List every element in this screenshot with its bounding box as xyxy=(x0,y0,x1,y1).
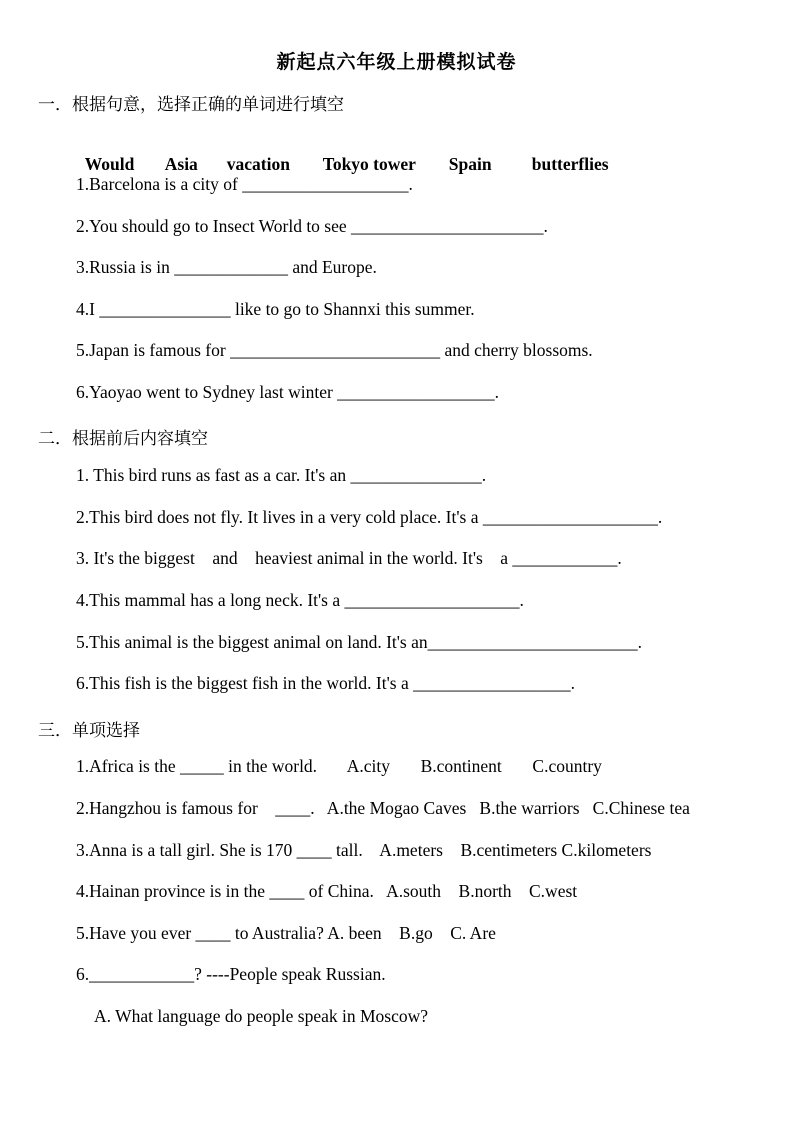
section-heading-2: 二．根据前后内容填空 xyxy=(38,429,208,449)
question-3-3: 3.Anna is a tall girl. She is 170 ____ tall. A.meters B.centimeters C.kilometers xyxy=(76,840,652,860)
question-2-5: 5.This animal is the biggest animal on land. It's an________________________. xyxy=(76,632,643,652)
question-1-3: 3.Russia is in _____________ and Europe. xyxy=(76,257,377,277)
word-bank-item: vacation xyxy=(226,154,290,174)
word-bank xyxy=(76,133,609,175)
question-3-6: 6.____________? ----People speak Russian. xyxy=(76,964,386,984)
word-bank-item: Spain xyxy=(448,154,492,174)
question-1-1: 1.Barcelona is a city of ___________________. xyxy=(76,174,413,194)
question-3-5: 5.Have you ever ____ to Australia? A. been B.go C. Are xyxy=(76,923,496,943)
question-2-4: 4.This mammal has a long neck. It's a ____________________. xyxy=(76,590,524,610)
word-bank-item: Asia xyxy=(164,154,198,174)
word-bank-item: Tokyo tower xyxy=(322,154,416,174)
question-2-3: 3. It's the biggest and heaviest animal in the world. It's a ____________. xyxy=(76,548,622,568)
page-title: 新起点六年级上册模拟试卷 xyxy=(276,51,517,73)
word-bank-item: Would xyxy=(84,154,135,174)
section-heading-3: 三．单项选择 xyxy=(38,721,140,741)
question-2-6: 6.This fish is the biggest fish in the world. It's a __________________. xyxy=(76,673,575,693)
question-3-4: 4.Hainan province is in the ____ of China. A.south B.north C.west xyxy=(76,881,578,901)
question-1-5: 5.Japan is famous for ________________________ and cherry blossoms. xyxy=(76,340,593,360)
question-2-1: 1. This bird runs as fast as a car. It's an _______________. xyxy=(76,465,487,485)
question-2-2: 2.This bird does not fly. It lives in a very cold place. It's a ____________________. xyxy=(76,507,663,527)
question-3-6-option-a: A. What language do people speak in Moscow? xyxy=(94,1006,429,1026)
question-1-2: 2.You should go to Insect World to see ______________________. xyxy=(76,216,548,236)
section-heading-1: 一．根据句意，选择正确的单词进行填空 xyxy=(38,95,344,115)
question-1-6: 6.Yaoyao went to Sydney last winter __________________. xyxy=(76,382,500,402)
question-1-4: 4.I _______________ like to go to Shannxi this summer. xyxy=(76,299,475,319)
question-3-2: 2.Hangzhou is famous for ____. A.the Mogao Caves B.the warriors C.Chinese tea xyxy=(76,798,690,818)
word-bank-item: butterflies xyxy=(531,154,609,174)
question-3-1: 1.Africa is the _____ in the world. A.city B.continent C.country xyxy=(76,756,602,776)
